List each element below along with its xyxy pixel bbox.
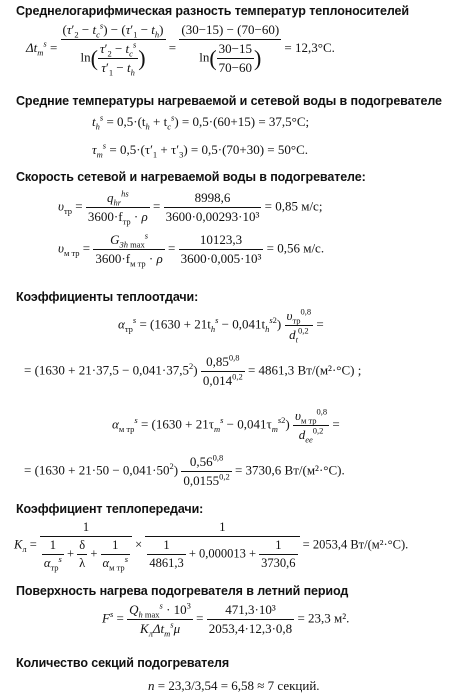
eq11-result: = 23,3 м². bbox=[297, 610, 350, 626]
eq3-rhs: = 0,5·(τ′ bbox=[109, 142, 153, 157]
eq5-den-val: 3600·0,005·10³ bbox=[180, 251, 262, 266]
eq7-result: = 4861,3 Вт/(м²·°С) ; bbox=[247, 362, 362, 378]
eq10-d1: 4861,3 bbox=[149, 556, 184, 570]
eq9-lhs: = (1630 + 21·50 − 0,041·50 bbox=[24, 462, 170, 478]
equation-alpha-mtr-value: = $(1630 + 21\cdot 50 - 0,041\cdot 50^2)$ $\frac{0,56^{0,8}}{0,0155^{0,2}}$ = 3730,6 Вт/(м²·°С). bbox=[24, 452, 345, 488]
equation-alpha-tr-value: = $(1630 + 21\cdot 37,5 - 0,041\cdot 37,5^2)$ $\frac{0,85^{0,8}}{0,014^{0,2}}$ = 4861,3 Вт/(м²·°С) ; bbox=[24, 352, 362, 388]
eq4-den-val: 3600·0,00293·10³ bbox=[165, 209, 260, 224]
heading-heat-transfer-coeffs: Коэффициенты теплоотдачи: bbox=[16, 290, 199, 304]
equation-alpha-mtr-formula: $\alpha_{м тр}^s = (1630 + 21\tau_m^s - 0,041\tau_m^{s2})$ $\frac{\upsilon_{м тр}^{0,8}}{d_{ee}^{0,2}}$ = bbox=[112, 406, 340, 445]
eq4-den: 3600·f bbox=[87, 209, 123, 224]
eq8-lhs: = (1630 + 21τ bbox=[140, 416, 214, 432]
heading-log-mean-temp: Среднелогарифмическая разность температур теплоносителей bbox=[16, 4, 409, 18]
eq7-num: 0,85 bbox=[206, 354, 229, 369]
eq1-ln-numerator: 30−15 bbox=[217, 41, 254, 59]
eq10-delta: δ bbox=[77, 538, 87, 555]
eq12-text: = 23,3/3,54 = 6,58 ≈ 7 секций. bbox=[157, 678, 320, 693]
eq1-numerator: (30−15) − (70−60) bbox=[179, 22, 281, 40]
equation-velocity-heated: $\upsilon_{м тр}$ = $\frac{G_{3h max}^s}{3600\cdot f_{м тр} \cdot \rho}$ = $\frac{10123,3}{\text{3600·0,005·10³}}$ = 0,56 м/с. bbox=[58, 230, 325, 269]
eq9-result: = 3730,6 Вт/(м²·°С). bbox=[234, 462, 345, 478]
eq5-den: 3600·f bbox=[95, 251, 131, 266]
heading-mean-temps: Средние температуры нагреваемой и сетевой воды в подогревателе bbox=[16, 94, 442, 108]
eq4-num-val: 8998,6 bbox=[164, 190, 262, 208]
eq10-plus-a: + bbox=[66, 546, 75, 561]
eq10-mid: + 0,000013 + bbox=[188, 546, 257, 561]
eq11-num-val: 471,3·10³ bbox=[207, 602, 294, 620]
eq9-sq: 2 bbox=[169, 461, 174, 472]
heading-sections-count: Количество секций подогревателя bbox=[16, 656, 230, 670]
eq1-result: = 12,3°С. bbox=[284, 39, 335, 55]
heading-heat-transfer: Коэффициент теплопередачи: bbox=[16, 502, 204, 516]
equation-velocity-network: $\upsilon_{тр}$ = $\frac{q_{hr}^{hs}}{3600\cdot f_{тр} \cdot \rho}$ = $\frac{8998,6}{\text{3600·0,00293·10³}}$ = 0,85 м/с; bbox=[58, 188, 323, 227]
eq4-result: = 0,85 м/с; bbox=[264, 198, 323, 214]
equation-mean-network: $\tau_m^s = 0,5\cdot(\tau'_1 + \tau'_3) = 0,5\cdot(70+30) = 50^\circ С$. bbox=[92, 140, 309, 160]
eq10-d2: 3730,6 bbox=[261, 556, 296, 570]
eq2-rhs: = 0,5·(t bbox=[106, 114, 146, 129]
fraction-symbolic: $(\tau'_2 - t_c^s) - (\tau'_1 - t_h)$ ln( $\frac{\tau'_2 - t_c^s}{\tau'_1 - t_h}$ ) bbox=[62, 20, 164, 78]
eq10-one-a: 1 bbox=[40, 520, 132, 537]
eq6-close: ) bbox=[276, 316, 282, 332]
eq7-den: 0,014 bbox=[202, 373, 233, 388]
eq8-close: ) bbox=[285, 416, 290, 432]
fraction-numeric: (30−15) − (70−60) ln( $\frac{30-15}{70-60}$ ) bbox=[181, 22, 280, 75]
eq2-rhs2: + t bbox=[149, 114, 168, 129]
equation-sections-count: n = 23,3/3,54 = 6,58 ≈ 7 секций. bbox=[148, 678, 320, 693]
eq6-lhs: = (1630 + 21t bbox=[139, 316, 211, 332]
eq6-mid: − 0,041t bbox=[218, 316, 266, 332]
equation-heat-transfer-coeff: $K_л$ = 1 $\frac{1}{\alpha_{тр}^s}$ + $\frac{\delta}{\lambda}$ + $\frac{1}{\alpha_{м тр}^s}$ × 1 $\frac{1}{4861,3}$ + 0,000013 + $\frac{1}{3730,6}$ = 2053,4 Вт/(м²·°С). bbox=[14, 520, 409, 573]
eq7-close: ) bbox=[193, 362, 198, 378]
eq10-times: × bbox=[135, 537, 143, 552]
eq8-mid: − 0,041τ bbox=[223, 416, 272, 432]
eq7-lhs: = (1630 + 21·37,5 − 0,041·37,5 bbox=[24, 362, 189, 378]
heading-heating-surface: Поверхность нагрева подогревателя в летний период bbox=[16, 584, 349, 598]
eq11-den-val: 2053,4·12,3·0,8 bbox=[208, 621, 293, 636]
equation-heating-surface: $F^s$ = $\frac{Q_{h max}^s \cdot 10^3}{K_л\Delta t_m^s\mu}$ = $\frac{\text{471,3·10³}}{2053,4\cdot 12,3\cdot 0,8}$ = 23,3 м². bbox=[102, 600, 350, 639]
eq5-num-val: 10123,3 bbox=[179, 232, 264, 250]
eq9-num: 0,56 bbox=[189, 454, 213, 469]
eq10-result: = 2053,4 Вт/(м²·°С). bbox=[302, 537, 409, 552]
eq1-ln-denominator: 70−60 bbox=[218, 60, 252, 75]
eq2-rhs3: ) = 0,5·(60+15) = 37,5°С; bbox=[174, 114, 310, 129]
eq9-den: 0,0155 bbox=[183, 473, 220, 488]
eq3-rhs2: + τ′ bbox=[157, 142, 180, 157]
eq10-lambda: λ bbox=[79, 556, 86, 570]
heading-velocity: Скорость сетевой и нагреваемой воды в подогревателе: bbox=[16, 170, 366, 184]
eq7-sq: 2 bbox=[188, 361, 194, 372]
eq5-result: = 0,56 м/с. bbox=[266, 240, 325, 256]
equation-alpha-tr-formula: $\alpha_{тр}^s = (1630 + 21t_h^s - 0,041t_h^{s2})$ $\frac{\upsilon_{тр}^{0,8}}{d_t^{0,2}}$ = bbox=[118, 306, 324, 345]
eq3-rhs3: ) = 0,5·(70+30) = 50°С. bbox=[183, 142, 309, 157]
eq9-close: ) bbox=[173, 462, 179, 478]
equation-log-mean-diff: $\Delta t_m^s$ = $(\tau'_2 - t_c^s) - (\tau'_1 - t_h)$ ln( $\frac{\tau'_2 - t_c^s}{\tau'_1 - t_h}$ ) = (30−15) − (70−60) ln( $\frac{30-15}{70-60}$ ) = 12,3°С. bbox=[26, 20, 335, 78]
equation-mean-heated: $t_h^s = 0,5\cdot(t_h + t_c^s) = 0,5\cdot(60+15) = 37,5^\circ С$; bbox=[92, 112, 310, 132]
